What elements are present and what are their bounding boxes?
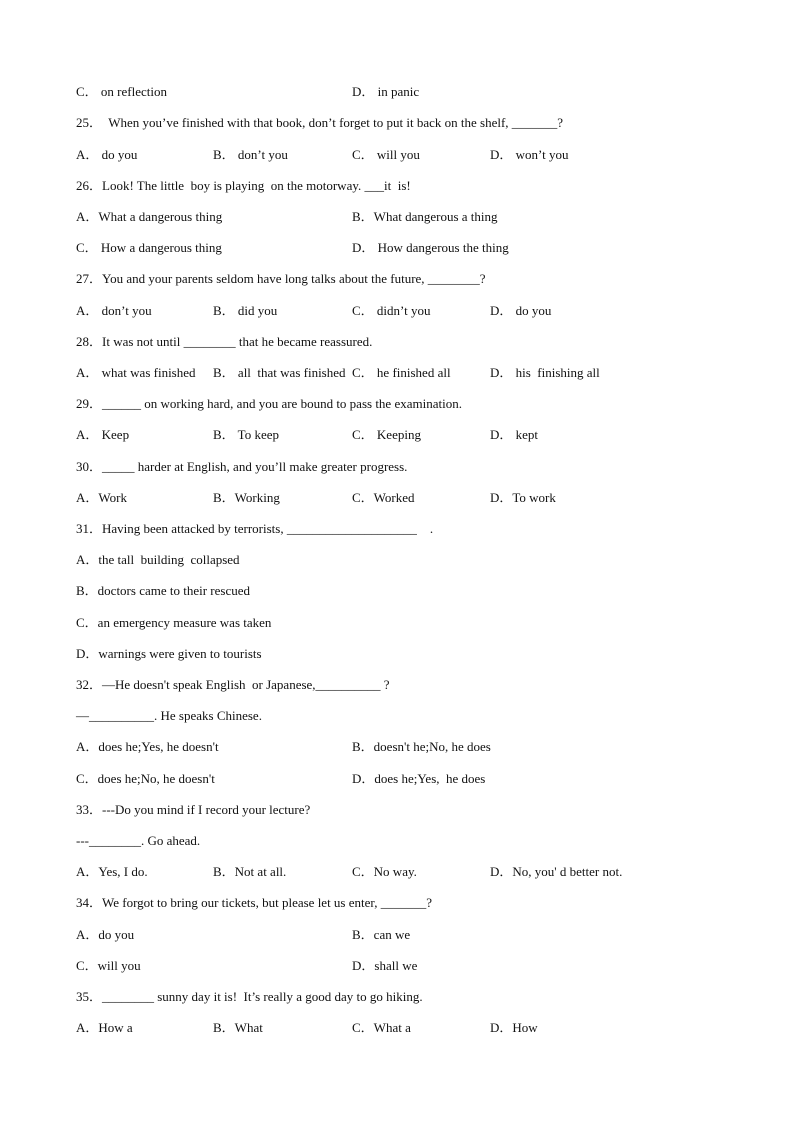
answer-option: C． Keeping <box>352 427 421 442</box>
answer-option: A． don’t you <box>76 303 152 318</box>
answer-option: C． will you <box>352 147 420 162</box>
question-text: ---________. Go ahead. <box>76 833 201 848</box>
answer-option: A．do you <box>76 927 135 942</box>
question-text: —__________. He speaks Chinese. <box>76 708 262 723</box>
answer-option: B．Working <box>213 490 280 505</box>
question-text: 31．Having been attacked by terrorists, ____________________ . <box>76 521 434 536</box>
answer-option: B． all that was finished <box>213 365 346 380</box>
answer-option: C． didn’t you <box>352 303 431 318</box>
answer-option: C．What a <box>352 1020 411 1035</box>
answer-option: D．To work <box>490 490 556 505</box>
answer-option: B． To keep <box>213 427 280 442</box>
answer-option: D． do you <box>490 303 552 318</box>
answer-option: D．How <box>490 1020 538 1035</box>
question-text: 32．—He doesn't speak English or Japanese,__________ ? <box>76 677 390 692</box>
answer-option: D． his finishing all <box>490 365 600 380</box>
answer-option: C．will you <box>76 958 141 973</box>
question-text: D．warnings were given to tourists <box>76 646 262 661</box>
answer-option: A． do you <box>76 147 138 162</box>
answer-option: D． in panic <box>352 84 420 99</box>
answer-option: D． kept <box>490 427 539 442</box>
answer-option: A．Work <box>76 490 127 505</box>
answer-option: A．Yes, I do. <box>76 864 148 879</box>
answer-option: D．shall we <box>352 958 418 973</box>
answer-option: B．What <box>213 1020 263 1035</box>
answer-option: C．does he;No, he doesn't <box>76 771 215 786</box>
answer-option: B．What dangerous a thing <box>352 209 498 224</box>
answer-option: C． on reflection <box>76 84 167 99</box>
answer-option: B． did you <box>213 303 278 318</box>
question-text: 27．You and your parents seldom have long talks about the future, ________? <box>76 271 486 286</box>
answer-option: B．Not at all. <box>213 864 287 879</box>
question-text: 29．______ on working hard, and you are bound to pass the examination. <box>76 396 462 411</box>
question-text: 30．_____ harder at English, and you’ll make greater progress. <box>76 459 408 474</box>
answer-option: C．Worked <box>352 490 415 505</box>
question-text: 26．Look! The little boy is playing on the motorway. ___it is! <box>76 178 411 193</box>
answer-option: D．No, you' d better not. <box>490 864 623 879</box>
answer-option: B． don’t you <box>213 147 288 162</box>
question-text: 35．________ sunny day it is! It’s really a good day to go hiking. <box>76 989 423 1004</box>
question-text: 34．We forgot to bring our tickets, but please let us enter, _______? <box>76 895 432 910</box>
answer-option: A．does he;Yes, he doesn't <box>76 739 219 754</box>
answer-option: B．doesn't he;No, he does <box>352 739 491 754</box>
answer-option: D． How dangerous the thing <box>352 240 509 255</box>
answer-option: C． he finished all <box>352 365 451 380</box>
question-text: 28．It was not until ________ that he became reassured. <box>76 334 373 349</box>
question-text: 33．---Do you mind if I record your lecture? <box>76 802 311 817</box>
question-text: 25． When you’ve finished with that book, don’t forget to put it back on the shelf, _______? <box>76 115 564 130</box>
answer-option: C． How a dangerous thing <box>76 240 222 255</box>
question-text: A．the tall building collapsed <box>76 552 240 567</box>
answer-option: A． Keep <box>76 427 130 442</box>
answer-option: A．How a <box>76 1020 133 1035</box>
answer-option: D．does he;Yes, he does <box>352 771 486 786</box>
question-text: C．an emergency measure was taken <box>76 615 272 630</box>
answer-option: B．can we <box>352 927 411 942</box>
question-text: B．doctors came to their rescued <box>76 583 250 598</box>
answer-option: A． what was finished <box>76 365 196 380</box>
answer-option: A．What a dangerous thing <box>76 209 223 224</box>
answer-option: C．No way. <box>352 864 417 879</box>
answer-option: D． won’t you <box>490 147 569 162</box>
